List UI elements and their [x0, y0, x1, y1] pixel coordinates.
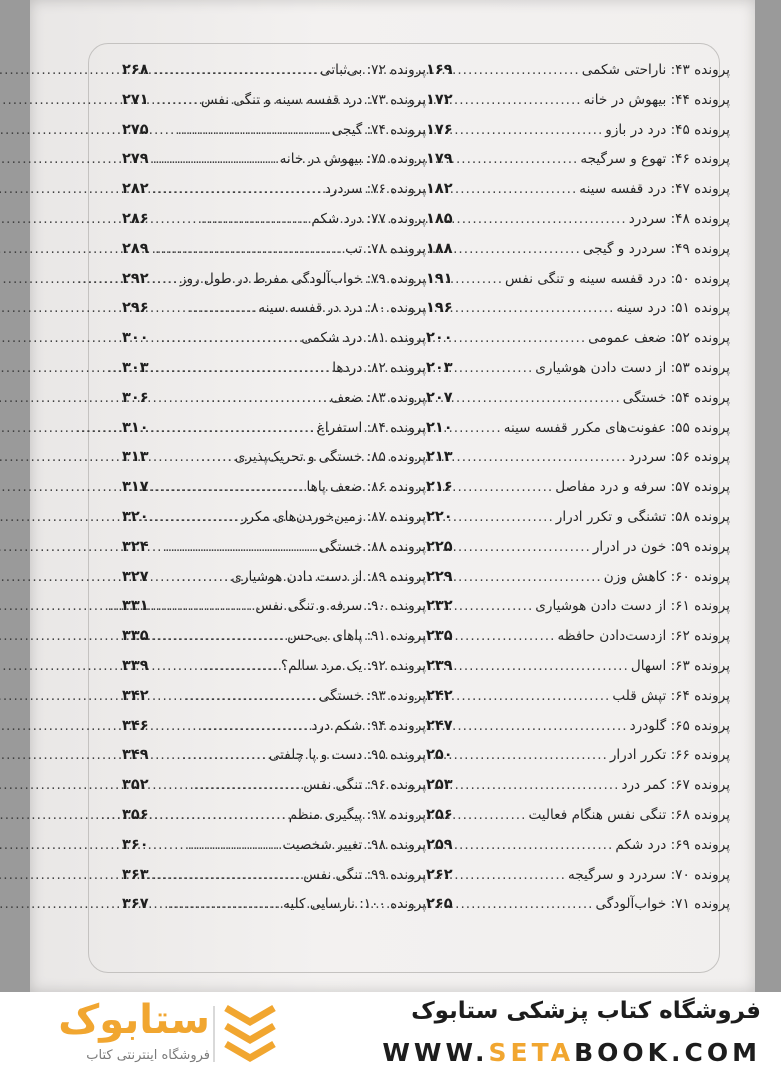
toc-entry [122, 62, 426, 92]
toc-entry-title: پرونده ۵۸: تشنگی و تکرر ادرار [555, 508, 730, 525]
toc-entry-page: ۳۳۹ [122, 657, 149, 674]
toc-left-column [122, 62, 426, 926]
toc-leader-dots [151, 300, 257, 316]
toc-entry-page: ۳۱۷ [122, 479, 149, 496]
toc-leader-dots [151, 777, 302, 793]
toc-leader-dots [151, 151, 278, 167]
toc-entry-page: ۱۷۲ [426, 91, 453, 108]
toc-leader-dots [151, 718, 310, 734]
toc-entry-page: ۲۱۰ [426, 419, 453, 436]
toc-entry-page: ۱۹۱ [426, 270, 453, 287]
toc-entry [426, 747, 730, 777]
toc-leader-dots [455, 390, 621, 406]
toc-entry-page: ۳۰۰ [122, 330, 149, 347]
toc-entry-page: ۱۷۶ [426, 121, 453, 138]
toc-entry-title: پرونده ۷۰: سردرد و سرگیجه [567, 866, 730, 883]
toc-entry [426, 449, 730, 479]
toc-entry [122, 509, 426, 539]
store-logo-text: ستابوک [58, 997, 210, 1043]
toc-leader-dots [455, 509, 554, 525]
toc-entry-page: ۲۹۲ [122, 270, 149, 287]
toc-leader-dots [151, 390, 329, 406]
store-name: فروشگاه کتاب پزشکی ستابوک [411, 998, 761, 1024]
toc-entry-title: پرونده ۵۴: خستگی [622, 389, 730, 406]
toc-leader-dots [455, 867, 566, 883]
toc-entry [426, 330, 730, 360]
toc-entry-title: پرونده ۷۷: درد شکم [311, 210, 426, 227]
toc-entry [426, 271, 730, 301]
toc-leader-dots [455, 151, 579, 167]
toc-entry-title: پرونده ۴۴: بیهوش در خانه [583, 91, 730, 108]
toc-entry-title: پرونده ۴۹: سردرد و گیجی [582, 240, 730, 257]
store-footer [0, 992, 781, 1080]
toc-entry [122, 390, 426, 420]
toc-leader-dots [455, 449, 627, 465]
toc-entry-title: پرونده ۸۰: درد در قفسه سینه [258, 300, 426, 317]
toc-entry-title: پرونده ۴۶: تهوع و سرگیجه [580, 151, 730, 168]
toc-leader-dots [151, 867, 302, 883]
toc-entry-title: پرونده ۸۷: زمین‌خوردن‌های مکرر [240, 508, 426, 525]
toc-entry-title: پرونده ۴۷: درد قفسه سینه [579, 181, 730, 198]
toc-entry-title: پرونده ۶۷: کمر درد [621, 777, 730, 794]
toc-leader-dots [151, 211, 310, 227]
toc-entry [426, 896, 730, 926]
book-page [30, 0, 755, 992]
toc-entry-page: ۳۵۲ [122, 777, 149, 794]
toc-entry-page: ۳۴۹ [122, 747, 149, 764]
toc-leader-dots [151, 658, 279, 674]
toc-entry [426, 62, 730, 92]
toc-entry [122, 479, 426, 509]
toc-entry [426, 628, 730, 658]
toc-entry-title: پرونده ۵۷: سرفه و درد مفاصل [555, 479, 730, 496]
toc-entry-page: ۳۶۳ [122, 866, 149, 883]
toc-entry [122, 598, 426, 628]
toc-leader-dots [455, 777, 620, 793]
toc-entry [122, 747, 426, 777]
toc-leader-dots [151, 420, 315, 436]
toc-entry [122, 867, 426, 897]
toc-entry-page: ۲۱۶ [426, 479, 453, 496]
toc-entry [122, 718, 426, 748]
toc-leader-dots [151, 598, 254, 614]
toc-entry-page: ۲۴۷ [426, 717, 453, 734]
toc-entry [122, 539, 426, 569]
toc-entry [122, 658, 426, 688]
toc-entry-title: پرونده ۹۰: سرفه و تنگی نفس [255, 598, 426, 615]
toc-entry-page: ۲۳۲ [426, 598, 453, 615]
toc-entry-page: ۲۳۹ [426, 657, 453, 674]
toc-entry [122, 777, 426, 807]
toc-entry-title: پرونده ۸۶: ضعف پاها [306, 479, 426, 496]
toc-entry-title: پرونده ۸۲: دردها [332, 359, 426, 376]
toc-entry [122, 181, 426, 211]
toc-leader-dots [455, 718, 628, 734]
toc-entry [426, 837, 730, 867]
toc-entry-page: ۲۲۵ [426, 538, 453, 555]
toc-entry-title: پرونده ۸۱: درد شکمی [301, 330, 426, 347]
toc-entry-title: پرونده ۵۹: خون در ادرار [592, 538, 730, 555]
toc-leader-dots [455, 330, 587, 346]
url-suffix: BOOK.COM [574, 1038, 761, 1067]
toc-entry-title: پرونده ۸۹: از دست دادن هوشیاری [231, 568, 426, 585]
toc-entry [426, 122, 730, 152]
toc-leader-dots [151, 479, 305, 495]
toc-entry [426, 420, 730, 450]
toc-leader-dots [151, 837, 281, 853]
toc-entry-title: پرونده ۸۳: ضعف [330, 389, 426, 406]
toc-entry-page: ۲۲۹ [426, 568, 453, 585]
toc-right-column [426, 62, 730, 926]
toc-leader-dots [151, 807, 287, 823]
toc-entry-title: پرونده ۵۱: درد سینه [616, 300, 730, 317]
toc-entry [426, 598, 730, 628]
toc-entry-page: ۱۶۹ [426, 62, 453, 78]
toc-leader-dots [151, 569, 230, 585]
toc-leader-dots [151, 92, 199, 108]
toc-leader-dots [455, 420, 502, 436]
toc-entry-title: پرونده ۷۱: خواب‌آلودگی [595, 896, 730, 913]
toc-entry-title: پرونده ۹۵: دست و پا چلفتی [268, 747, 426, 764]
toc-entry-page: ۱۸۸ [426, 240, 453, 257]
toc-entry [426, 181, 730, 211]
toc-entry-title: پرونده ۶۴: تپش قلب [612, 687, 730, 704]
toc-entry-title: پرونده ۶۶: تکرر ادرار [609, 747, 730, 764]
toc-leader-dots [151, 62, 318, 78]
toc-leader-dots [151, 449, 233, 465]
toc-entry-title: پرونده ۹۸: تغییر شخصیت [282, 836, 426, 853]
toc-entry-title: پرونده ۶۹: درد شکم [615, 836, 730, 853]
toc-entry-page: ۲۷۵ [122, 121, 149, 138]
toc-entry [122, 449, 426, 479]
toc-entry-title: پرونده ۶۱: از دست دادن هوشیاری [535, 598, 730, 615]
toc-entry-page: ۳۶۰ [122, 836, 149, 853]
toc-leader-dots [455, 598, 534, 614]
toc-entry [426, 390, 730, 420]
toc-entry-title: پرونده ۵۳: از دست دادن هوشیاری [535, 359, 730, 376]
toc-entry-page: ۳۲۰ [122, 508, 149, 525]
toc-entry [122, 211, 426, 241]
toc-leader-dots [455, 837, 614, 853]
toc-leader-dots [455, 181, 578, 197]
toc-entry-title: پرونده ۷۵: بیهوش در خانه [279, 151, 426, 168]
toc-entry-title: پرونده ۶۵: گلودرد [629, 717, 730, 734]
toc-entry-page: ۳۱۳ [122, 449, 149, 466]
toc-entry-title: پرونده ۶۸: تنگی نفس هنگام فعالیت [528, 806, 730, 823]
toc-entry-page: ۲۷۹ [122, 151, 149, 168]
toc-entry-page: ۲۷۱ [122, 91, 149, 108]
toc-entry-title: پرونده ۴۸: سردرد [628, 210, 730, 227]
toc-entry [122, 122, 426, 152]
toc-entry-page: ۲۱۳ [426, 449, 453, 466]
toc-entry-page: ۲۶۲ [426, 866, 453, 883]
toc-entry-title: پرونده ۸۸: خستگی [318, 538, 426, 555]
toc-leader-dots [151, 181, 323, 197]
toc-entry [426, 807, 730, 837]
toc-entry-title: پرونده ۷۳: درد قفسه سینه و تنگی نفس [201, 91, 426, 108]
toc-leader-dots [455, 360, 534, 376]
toc-leader-dots [455, 92, 582, 108]
toc-entry [122, 688, 426, 718]
toc-entry-page: ۲۶۵ [426, 896, 453, 913]
toc-entry [426, 539, 730, 569]
toc-entry [122, 569, 426, 599]
toc-entry-title: پرونده ۷۸: تب [345, 240, 426, 257]
toc-entry-page: ۳۴۶ [122, 717, 149, 734]
toc-entry-title: پرونده ۶۲: ازدست‌دادن حافظه [557, 628, 730, 645]
toc-entry-page: ۲۲۰ [426, 508, 453, 525]
toc-entry [122, 241, 426, 271]
toc-entry [426, 867, 730, 897]
toc-leader-dots [151, 509, 239, 525]
toc-entry-title: پرونده ۱۰۰: نارسایی کلیه [283, 896, 426, 913]
toc-entry [122, 360, 426, 390]
toc-entry-page: ۳۳۱ [122, 598, 149, 615]
toc-leader-dots [455, 479, 554, 495]
toc-entry [426, 360, 730, 390]
toc-entry-title: پرونده ۸۵: خستگی و تحریک‌پذیری [234, 449, 426, 466]
toc-entry-page: ۳۵۶ [122, 806, 149, 823]
toc-entry-title: پرونده ۹۴: شکم درد [311, 717, 426, 734]
toc-entry-title: پرونده ۷۲: بی‌ثباتی [320, 62, 426, 78]
toc-entry-title: پرونده ۷۶: سردرد [324, 181, 426, 198]
toc-entry-page: ۲۰۷ [426, 389, 453, 406]
toc-leader-dots [151, 271, 178, 287]
toc-entry [426, 718, 730, 748]
toc-entry-page: ۳۰۳ [122, 359, 149, 376]
toc-entry-page: ۲۶۸ [122, 62, 149, 78]
toc-entry [122, 807, 426, 837]
toc-entry-page: ۱۷۹ [426, 151, 453, 168]
logo-divider [213, 1006, 215, 1062]
toc-entry-page: ۲۵۹ [426, 836, 453, 853]
toc-entry [122, 92, 426, 122]
toc-entry [426, 151, 730, 181]
toc-leader-dots [455, 539, 591, 555]
toc-entry-page: ۲۸۶ [122, 210, 149, 227]
toc-entry-title: پرونده ۵۵: عفونت‌های مکرر قفسه سینه [503, 419, 730, 436]
toc-entry-title: پرونده ۹۱: پاهای بی‌حس [287, 628, 426, 645]
toc-leader-dots [455, 241, 581, 257]
toc-entry-page: ۲۹۶ [122, 300, 149, 317]
toc-entry-title: پرونده ۴۵: درد در بازو [605, 121, 730, 138]
toc-entry-page: ۲۳۵ [426, 628, 453, 645]
toc-entry-title: پرونده ۴۳: ناراحتی شکمی [581, 62, 730, 78]
toc-leader-dots [151, 360, 331, 376]
store-logo-tagline: فروشگاه اینترنتی کتاب [86, 1048, 210, 1063]
toc-leader-dots [455, 658, 629, 674]
toc-leader-dots [151, 688, 317, 704]
toc-leader-dots [151, 539, 317, 555]
toc-entry-title: پرونده ۹۳: خستگی [318, 687, 426, 704]
toc-entry-page: ۳۲۷ [122, 568, 149, 585]
store-url[interactable] [382, 1038, 761, 1067]
toc-leader-dots [455, 122, 604, 138]
toc-entry-page: ۲۸۲ [122, 181, 149, 198]
toc-entry-page: ۳۳۵ [122, 628, 149, 645]
toc-entry [426, 300, 730, 330]
toc-entry-page: ۲۰۳ [426, 359, 453, 376]
toc-entry-page: ۳۰۶ [122, 389, 149, 406]
toc-entry [122, 420, 426, 450]
toc-entry [122, 330, 426, 360]
toc-entry [426, 92, 730, 122]
toc-entry-page: ۲۰۰ [426, 330, 453, 347]
toc-entry [426, 569, 730, 599]
toc-leader-dots [455, 688, 611, 704]
toc-entry [426, 241, 730, 271]
toc-entry-title: پرونده ۶۳: اسهال [630, 657, 730, 674]
toc-entry [426, 479, 730, 509]
toc-entry-page: ۳۶۷ [122, 896, 149, 913]
toc-entry-page: ۲۵۶ [426, 806, 453, 823]
toc-entry [426, 509, 730, 539]
toc-entry-title: پرونده ۹۶: تنگی نفس [303, 777, 426, 794]
toc-leader-dots [151, 241, 344, 257]
toc-entry-page: ۲۸۹ [122, 240, 149, 257]
toc-entry-page: ۱۸۵ [426, 210, 453, 227]
toc-entry-title: پرونده ۵۶: سردرد [628, 449, 730, 466]
toc-entry-title: پرونده ۸۴: استفراغ [316, 419, 426, 436]
toc-entry-page: ۳۲۴ [122, 538, 149, 555]
toc-entry [426, 211, 730, 241]
toc-leader-dots [151, 330, 300, 346]
url-accent: SETA [488, 1038, 575, 1067]
toc-leader-dots [455, 271, 503, 287]
toc-entry-page: ۲۴۲ [426, 687, 453, 704]
toc-entry-title: پرونده ۹۹: تنگی نفس [303, 866, 426, 883]
toc-leader-dots [151, 122, 330, 138]
toc-leader-dots [151, 896, 282, 912]
toc-entry-title: پرونده ۹۷: پیگیری منظم [288, 806, 426, 823]
toc-leader-dots [455, 300, 615, 316]
toc-leader-dots [455, 569, 602, 585]
toc-entry-page: ۳۴۲ [122, 687, 149, 704]
toc-leader-dots [455, 747, 608, 763]
toc-leader-dots [455, 62, 580, 78]
toc-leader-dots [151, 628, 286, 644]
toc-entry-page: ۱۸۲ [426, 181, 453, 198]
toc-entry-title: پرونده ۷۹: خواب‌آلودگی مفرط در طول روز [179, 270, 426, 287]
toc-entry [426, 688, 730, 718]
toc-entry-page: ۲۵۳ [426, 777, 453, 794]
toc-entry-title: پرونده ۹۲: یک مرد سالم؟ [280, 657, 426, 674]
toc-leader-dots [455, 807, 527, 823]
toc-entry [122, 271, 426, 301]
toc-entry-title: پرونده ۷۴: گیجی [331, 121, 426, 138]
toc-entry-title: پرونده ۵۲: ضعف عمومی [588, 330, 730, 347]
toc-entry [122, 837, 426, 867]
toc-entry [122, 300, 426, 330]
toc-entry [122, 896, 426, 926]
toc-leader-dots [455, 211, 627, 227]
toc-entry-page: ۲۵۰ [426, 747, 453, 764]
toc-entry [426, 777, 730, 807]
chevron-stack-icon [222, 1002, 278, 1068]
toc-entry-page: ۳۱۰ [122, 419, 149, 436]
url-prefix: WWW. [382, 1038, 489, 1067]
toc-entry-page: ۱۹۶ [426, 300, 453, 317]
toc-leader-dots [151, 747, 267, 763]
toc-entry [426, 658, 730, 688]
toc-entry-title: پرونده ۶۰: کاهش وزن [603, 568, 730, 585]
toc-entry-title: پرونده ۵۰: درد قفسه سینه و تنگی نفس [505, 270, 730, 287]
toc-leader-dots [455, 628, 556, 644]
toc-entry [122, 628, 426, 658]
toc-entry [122, 151, 426, 181]
toc-leader-dots [455, 896, 594, 912]
